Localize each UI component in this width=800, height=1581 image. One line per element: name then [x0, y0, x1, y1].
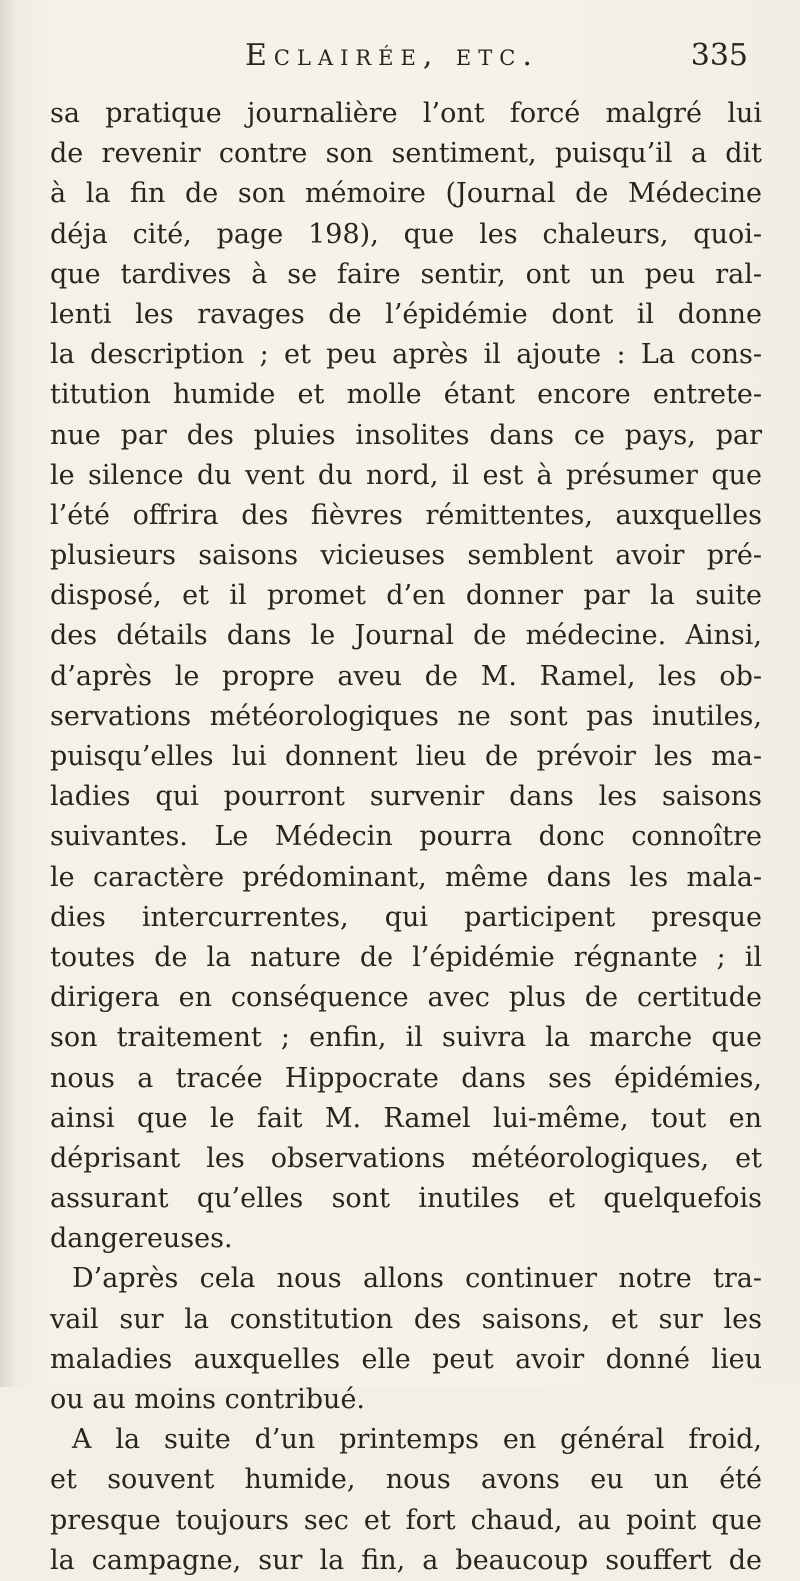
text-line: disposé, et il promet d’en donner par la suite	[50, 580, 762, 612]
text-line: et souvent humide, nous avons eu un été	[50, 1464, 762, 1496]
text-line: puisqu’elles lui donnent lieu de prévoir les ma-	[50, 741, 762, 772]
text-line: suivantes. Le Médecin pourra donc connoître	[50, 821, 762, 853]
body-text	[50, 94, 762, 1581]
text-line: à la fin de son mémoire (Journal de Médecine	[50, 178, 762, 210]
page-header	[0, 38, 800, 78]
text-line: dirigera en conséquence avec plus de certitude	[50, 982, 762, 1014]
page-number: 335	[690, 38, 748, 73]
text-line: déja cité, page 198), que les chaleurs, quoi-	[50, 218, 762, 250]
text-line: vail sur la constitution des saisons, et sur les	[50, 1303, 762, 1335]
text-line: A la suite d’un printemps en général froid,	[72, 1424, 762, 1456]
text-line: la campagne, sur la fin, a beaucoup souffert de	[50, 1544, 762, 1576]
text-line: la description ; et peu après il ajoute : La cons-	[50, 339, 762, 371]
running-title: Eclairée, etc.	[245, 38, 539, 73]
text-line: titution humide et molle étant encore entrete-	[50, 379, 762, 411]
text-line: sa pratique journalière l’ont forcé malgré lui	[50, 98, 762, 129]
text-line: dies intercurrentes, qui participent presque	[50, 901, 762, 933]
text-line: l’été offrira des fièvres rémittentes, auxquelles	[50, 499, 762, 531]
text-line: ou au moins contribué.	[50, 1384, 366, 1415]
text-line: le silence du vent du nord, il est à présumer que	[50, 459, 762, 491]
text-line: le caractère prédominant, même dans les mala-	[50, 861, 762, 893]
text-line: dangereuses.	[50, 1223, 233, 1255]
text-line: toutes de la nature de l’épidémie régnante ; il	[50, 941, 762, 973]
text-line: ainsi que le fait M. Ramel lui-même, tout en	[50, 1102, 762, 1134]
text-line: presque toujours sec et fort chaud, au point que	[50, 1504, 762, 1536]
text-line: déprisant les observations météorologiques, et	[50, 1142, 762, 1174]
text-line: servations météorologiques ne sont pas inutiles,	[50, 700, 762, 732]
text-line: des détails dans le Journal de médecine. Ainsi,	[50, 620, 762, 652]
text-line: lenti les ravages de l’épidémie dont il donne	[50, 298, 762, 330]
text-line: maladies auxquelles elle peut avoir donné lieu	[50, 1343, 762, 1375]
text-line: d’après le propre aveu de M. Ramel, les ob-	[50, 660, 762, 692]
text-line: assurant qu’elles sont inutiles et quelquefois	[50, 1183, 762, 1215]
text-line: plusieurs saisons vicieuses semblent avoir pré-	[50, 540, 762, 572]
text-line: D’après cela nous allons continuer notre tra-	[72, 1263, 762, 1295]
text-line: de revenir contre son sentiment, puisqu’il a dit	[50, 138, 762, 170]
binding-shadow	[0, 0, 18, 1387]
text-line: nue par des pluies insolites dans ce pays, par	[50, 419, 762, 451]
text-line: que tardives à se faire sentir, ont un peu ral-	[50, 258, 762, 290]
text-line: ladies qui pourront survenir dans les saisons	[50, 781, 762, 813]
text-line: nous a tracée Hippocrate dans ses épidémies,	[50, 1062, 762, 1094]
text-line: son traitement ; enfin, il suivra la marche que	[50, 1022, 762, 1054]
